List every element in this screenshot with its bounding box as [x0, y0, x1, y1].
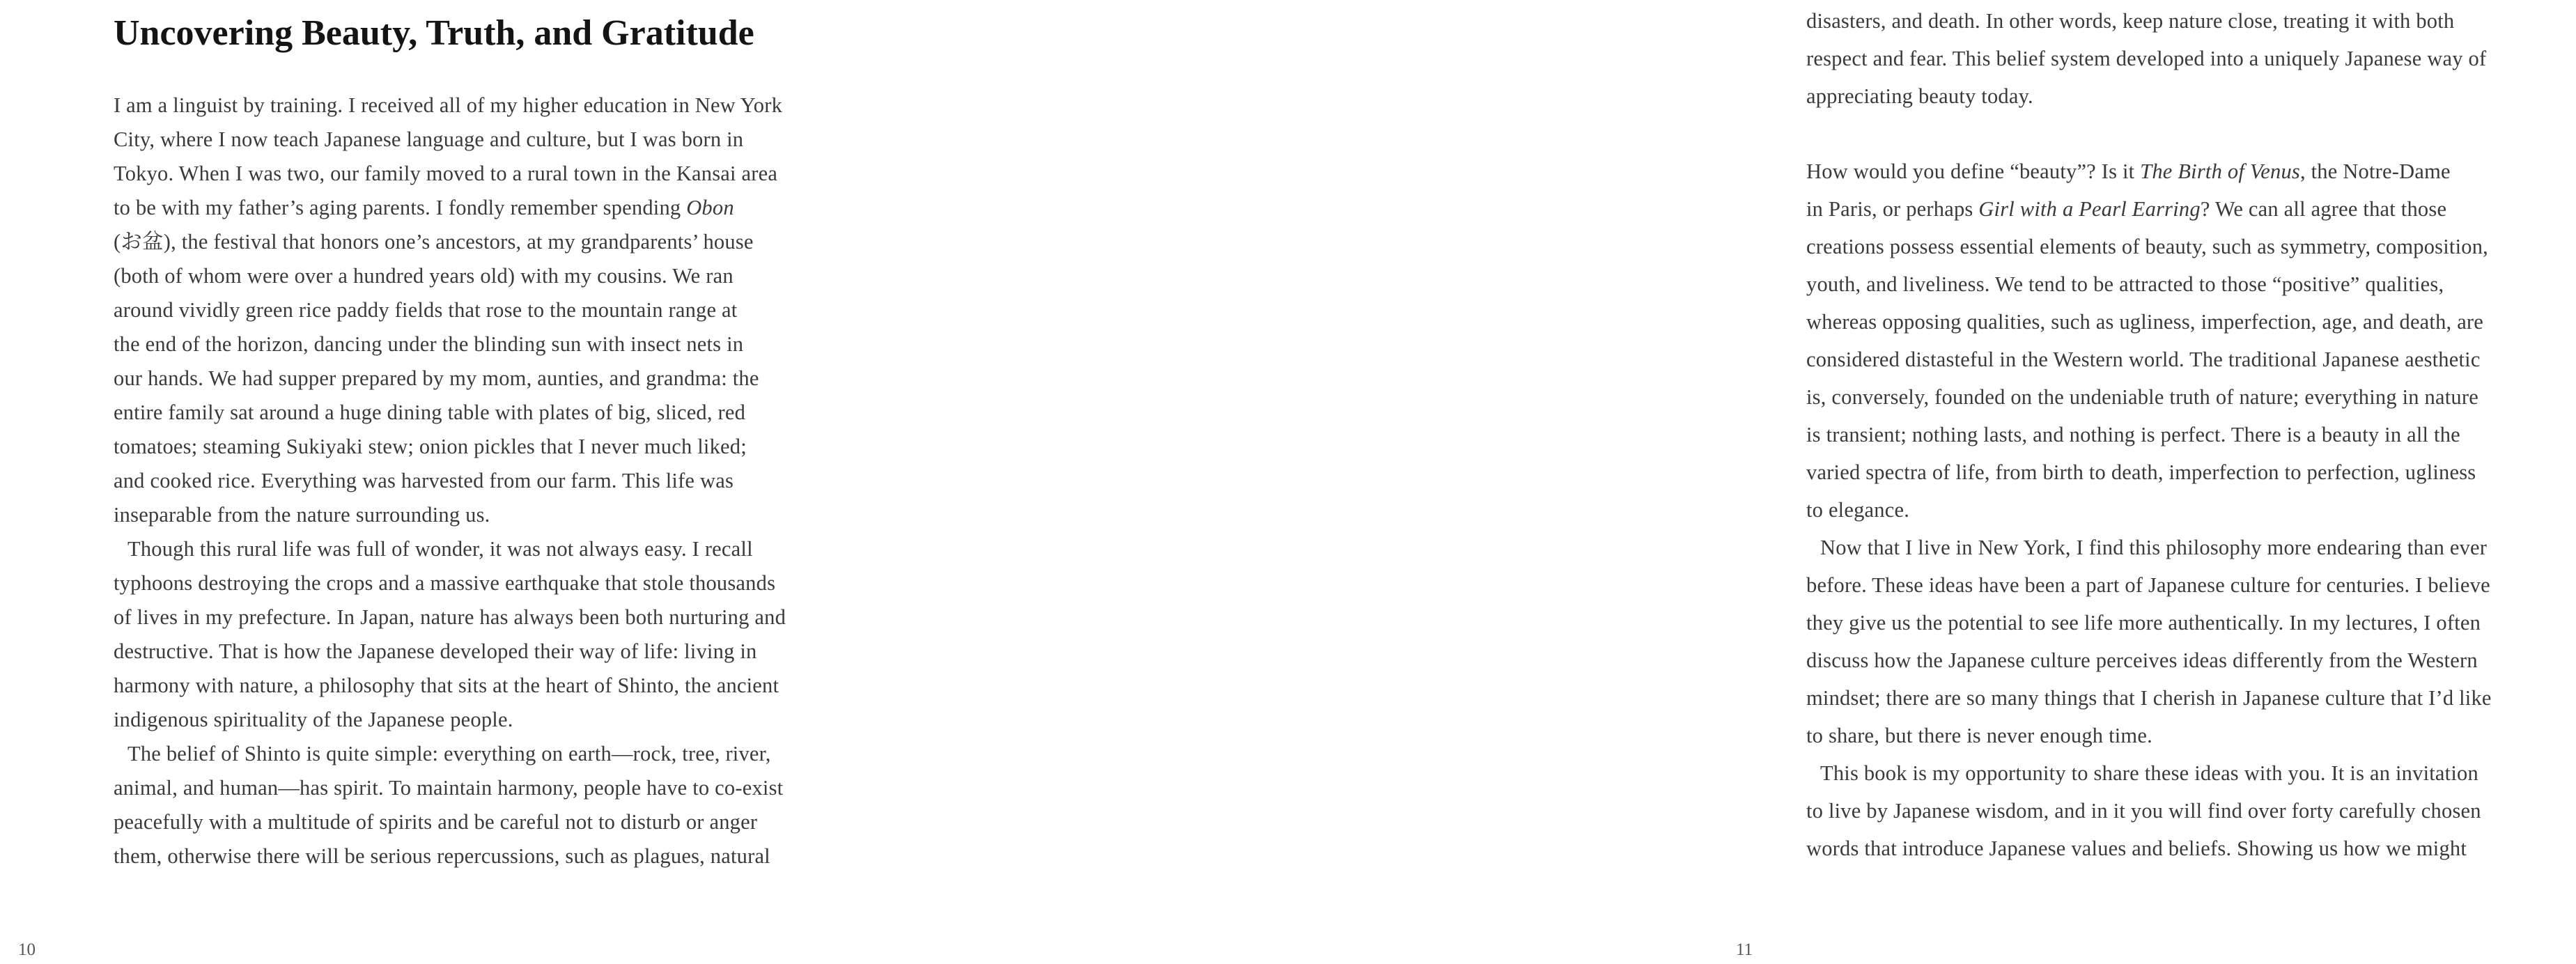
- text-line: whereas opposing qualities, such as ugliness, imperfection, age, and death, are: [1806, 310, 2484, 334]
- text-line: [1806, 153, 2576, 190]
- text-line: inseparable from the nature surrounding us.: [114, 503, 490, 527]
- text-line: creations possess essential elements of beauty, such as symmetry, composition,: [1806, 235, 2488, 258]
- paragraph-start-line: The belief of Shinto is quite simple: everything on earth—rock, tree, river,: [127, 742, 771, 765]
- text-line: the end of the horizon, dancing under the blinding sun with insect nets in: [114, 332, 744, 356]
- italic-title-birth-of-venus: The Birth of Venus: [2140, 160, 2300, 183]
- text-line: words that introduce Japanese values and beliefs. Showing us how we might: [1806, 837, 2467, 860]
- text-line: [1806, 190, 2576, 228]
- text-line: harmony with nature, a philosophy that sits at the heart of Shinto, the ancient: [114, 674, 779, 697]
- text-line: youth, and liveliness. We tend to be attracted to those “positive” qualities,: [1806, 272, 2444, 296]
- text-line: and cooked rice. Everything was harvested from our farm. This life was: [114, 469, 734, 492]
- text-line: disasters, and death. In other words, keep nature close, treating it with both: [1806, 9, 2455, 33]
- text-span: in Paris, or perhaps: [1806, 197, 1979, 221]
- chapter-title: Uncovering Beauty, Truth, and Gratitude: [114, 13, 754, 53]
- text-line: I am a linguist by training. I received all of my higher education in New York: [114, 93, 783, 117]
- text-line: is, conversely, founded on the undeniable truth of nature; everything in nature: [1806, 385, 2478, 409]
- text-line: before. These ideas have been a part of Japanese culture for centuries. I believe: [1806, 573, 2490, 597]
- paragraph-start-line: This book is my opportunity to share these ideas with you. It is an invitation: [1820, 761, 2478, 785]
- right-page-body: [1806, 2, 2576, 867]
- text-line: [114, 191, 862, 225]
- text-line: of lives in my prefecture. In Japan, nature has always been both nurturing and: [114, 605, 786, 629]
- text-line: mindset; there are so many things that I cherish in Japanese culture that I’d like: [1806, 686, 2492, 710]
- text-line: peacefully with a multitude of spirits and be careful not to disturb or anger: [114, 810, 758, 834]
- right-page: [892, 0, 2492, 964]
- page-number-left: 10: [18, 940, 36, 959]
- text-span: How would you define “beauty”? Is it: [1806, 160, 2141, 183]
- text-line: Tokyo. When I was two, our family moved to a rural town in the Kansai area: [114, 162, 778, 185]
- text-line: to share, but there is never enough time.: [1806, 724, 2152, 747]
- left-page: [0, 0, 892, 964]
- text-line: City, where I now teach Japanese language and culture, but I was born in: [114, 127, 744, 151]
- text-line: varied spectra of life, from birth to death, imperfection to perfection, ugliness: [1806, 460, 2476, 484]
- text-span: , the Notre-Dame: [2299, 160, 2451, 183]
- text-line: (both of whom were over a hundred years old) with my cousins. We ran: [114, 264, 734, 288]
- text-line: destructive. That is how the Japanese developed their way of life: living in: [114, 639, 757, 663]
- text-line: they give us the potential to see life more authentically. In my lectures, I often: [1806, 611, 2481, 635]
- paragraph-gap: [1806, 115, 2576, 153]
- text-line: (お盆), the festival that honors one’s ancestors, at my grandparents’ house: [114, 230, 754, 254]
- text-line: typhoons destroying the crops and a massive earthquake that stole thousands: [114, 571, 776, 595]
- text-span: ? We can all agree that those: [2200, 197, 2447, 221]
- text-line: animal, and human—has spirit. To maintain harmony, people have to co-exist: [114, 776, 784, 800]
- text-line: respect and fear. This belief system developed into a uniquely Japanese way of: [1806, 47, 2487, 70]
- left-page-body: [114, 88, 862, 873]
- text-line: appreciating beauty today.: [1806, 84, 2033, 108]
- text-line: to elegance.: [1806, 498, 1910, 522]
- text-line: tomatoes; steaming Sukiyaki stew; onion pickles that I never much liked;: [114, 435, 747, 458]
- text-line: is transient; nothing lasts, and nothing is perfect. There is a beauty in all the: [1806, 423, 2460, 446]
- italic-term-obon: Obon: [686, 196, 734, 219]
- page-number-right: 11: [1736, 940, 1753, 959]
- paragraph-start-line: Though this rural life was full of wonder, it was not always easy. I recall: [127, 537, 753, 561]
- text-line: our hands. We had supper prepared by my mom, aunties, and grandma: the: [114, 366, 759, 390]
- text-line: discuss how the Japanese culture perceives ideas differently from the Western: [1806, 648, 2478, 672]
- text-line: them, otherwise there will be serious repercussions, such as plagues, natural: [114, 844, 770, 868]
- text-line: around vividly green rice paddy fields that rose to the mountain range at: [114, 298, 738, 322]
- italic-title-pearl-earring: Girl with a Pearl Earring: [1978, 197, 2201, 221]
- paragraph-start-line: Now that I live in New York, I find this philosophy more endearing than ever: [1820, 536, 2488, 559]
- text-line: indigenous spirituality of the Japanese people.: [114, 708, 513, 731]
- text-span: to be with my father’s aging parents. I fondly remember spending: [114, 196, 687, 219]
- text-line: to live by Japanese wisdom, and in it you will find over forty carefully chosen: [1806, 799, 2481, 823]
- text-line: considered distasteful in the Western world. The traditional Japanese aesthetic: [1806, 348, 2481, 371]
- text-line: entire family sat around a huge dining table with plates of big, sliced, red: [114, 401, 746, 424]
